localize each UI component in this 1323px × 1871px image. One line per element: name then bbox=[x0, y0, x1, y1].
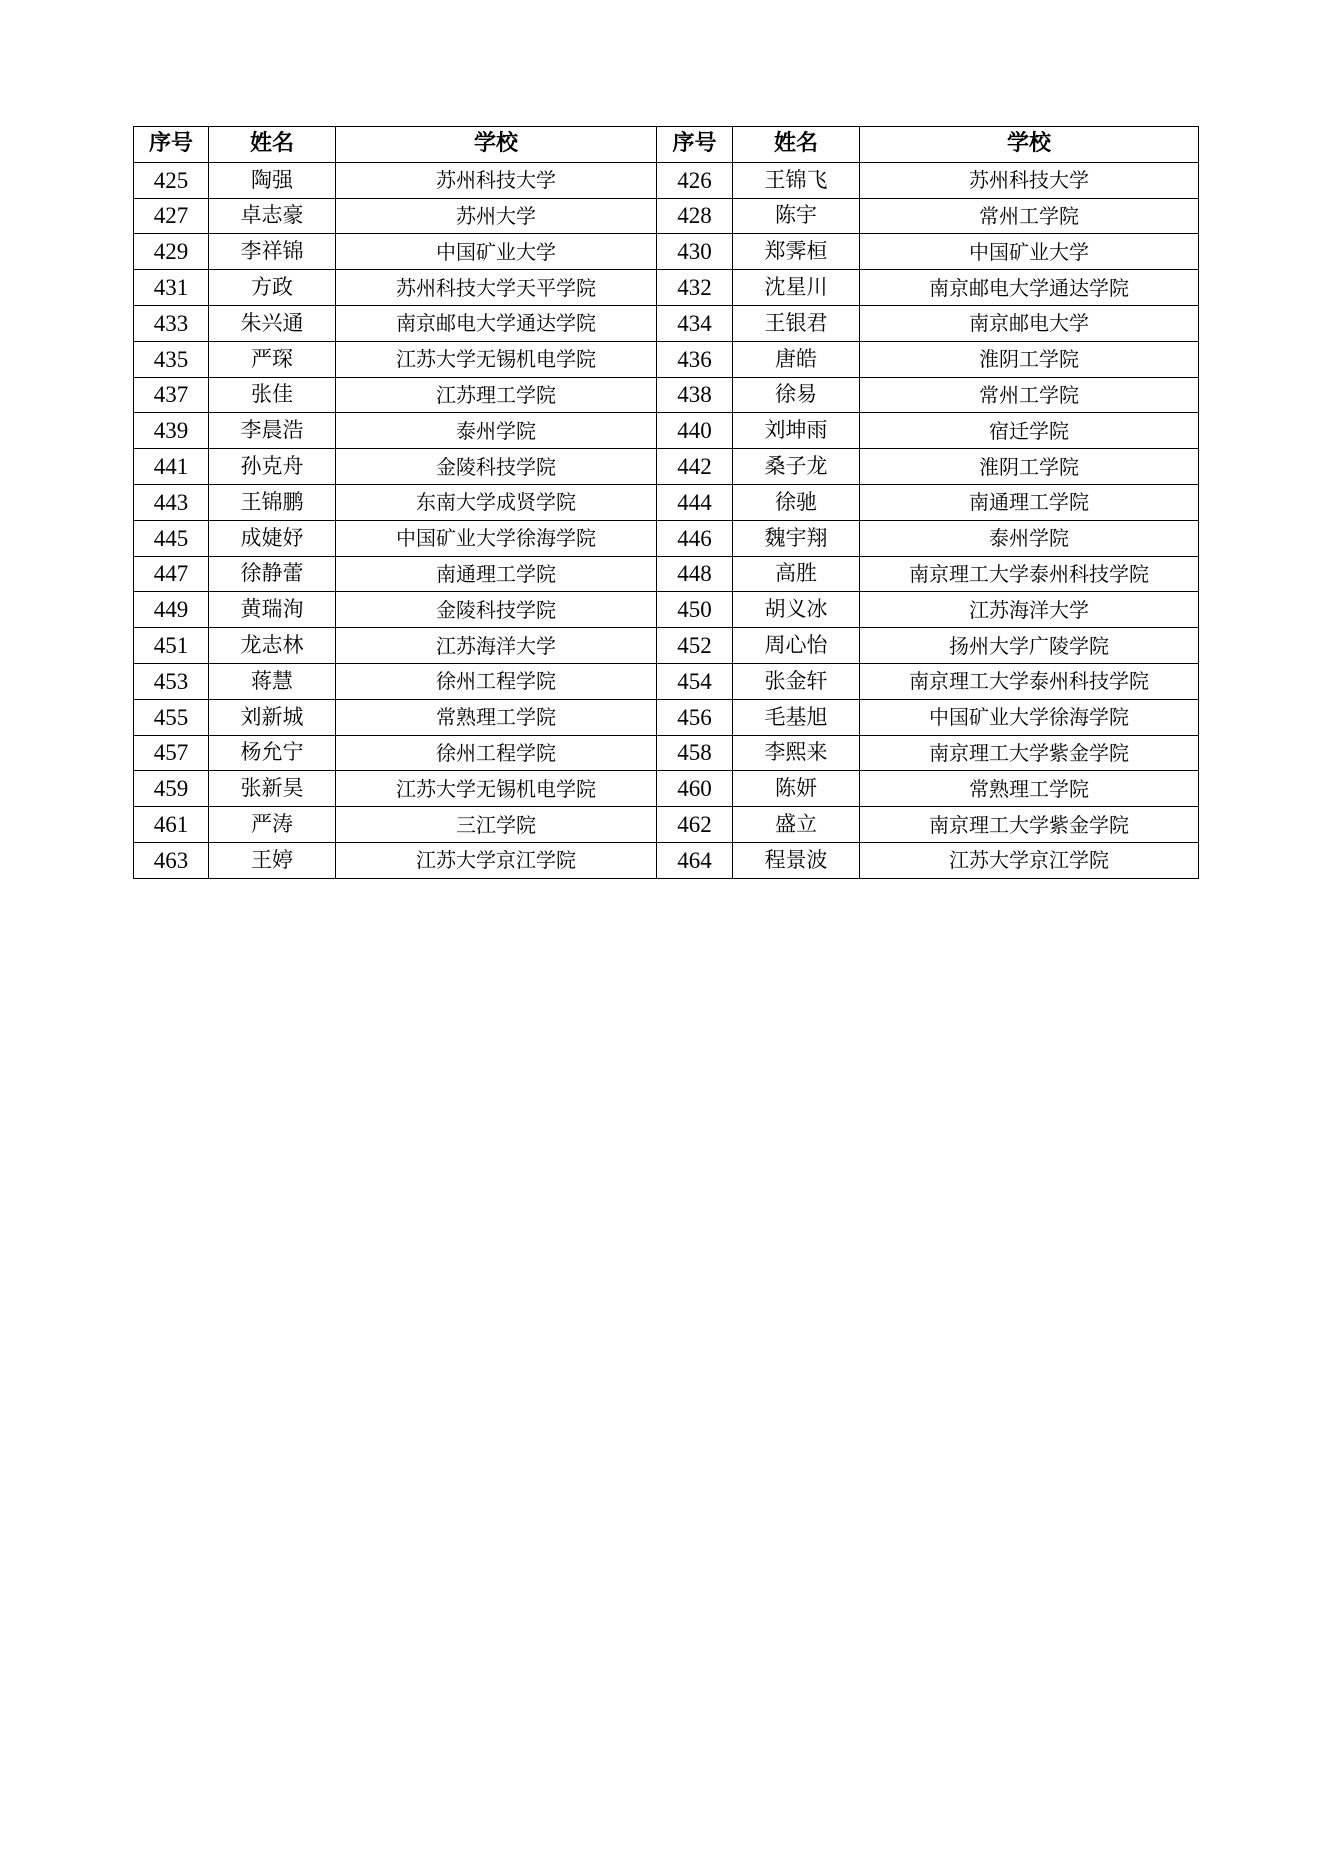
seq-cell-left: 437 bbox=[134, 377, 209, 413]
seq-cell-right: 430 bbox=[657, 234, 733, 270]
seq-cell-right: 462 bbox=[657, 807, 733, 843]
seq-cell-right: 432 bbox=[657, 270, 733, 306]
table-row bbox=[134, 484, 1199, 520]
school-cell-left: 中国矿业大学 bbox=[336, 234, 657, 270]
name-cell-left: 张新昊 bbox=[209, 771, 336, 807]
school-cell-right: 南京理工大学紫金学院 bbox=[860, 735, 1199, 771]
school-cell-left: 金陵科技学院 bbox=[336, 592, 657, 628]
name-cell-right: 陈妍 bbox=[733, 771, 860, 807]
school-cell-right: 扬州大学广陵学院 bbox=[860, 628, 1199, 664]
name-cell-left: 陶强 bbox=[209, 162, 336, 198]
name-cell-left: 李祥锦 bbox=[209, 234, 336, 270]
name-cell-right: 盛立 bbox=[733, 807, 860, 843]
table-row bbox=[134, 341, 1199, 377]
seq-cell-right: 436 bbox=[657, 341, 733, 377]
seq-cell-left: 443 bbox=[134, 484, 209, 520]
seq-cell-right: 452 bbox=[657, 628, 733, 664]
name-cell-right: 毛基旭 bbox=[733, 699, 860, 735]
name-cell-right: 桑子龙 bbox=[733, 449, 860, 485]
school-cell-right: 常熟理工学院 bbox=[860, 771, 1199, 807]
school-cell-left: 南京邮电大学通达学院 bbox=[336, 305, 657, 341]
seq-cell-left: 425 bbox=[134, 162, 209, 198]
name-cell-left: 严涛 bbox=[209, 807, 336, 843]
name-cell-right: 王锦飞 bbox=[733, 162, 860, 198]
name-cell-left: 蒋慧 bbox=[209, 663, 336, 699]
school-cell-right: 南京理工大学泰州科技学院 bbox=[860, 556, 1199, 592]
school-cell-left: 苏州科技大学 bbox=[336, 162, 657, 198]
school-cell-right: 南京邮电大学通达学院 bbox=[860, 270, 1199, 306]
table-row bbox=[134, 771, 1199, 807]
name-cell-left: 卓志豪 bbox=[209, 198, 336, 234]
school-cell-right: 常州工学院 bbox=[860, 377, 1199, 413]
seq-cell-left: 463 bbox=[134, 842, 209, 878]
school-cell-right: 江苏大学京江学院 bbox=[860, 842, 1199, 878]
seq-cell-right: 446 bbox=[657, 520, 733, 556]
school-cell-right: 常州工学院 bbox=[860, 198, 1199, 234]
name-cell-left: 王婷 bbox=[209, 842, 336, 878]
school-cell-left: 南通理工学院 bbox=[336, 556, 657, 592]
seq-cell-right: 460 bbox=[657, 771, 733, 807]
name-cell-left: 龙志林 bbox=[209, 628, 336, 664]
seq-cell-left: 453 bbox=[134, 663, 209, 699]
seq-cell-right: 440 bbox=[657, 413, 733, 449]
school-cell-left: 东南大学成贤学院 bbox=[336, 484, 657, 520]
school-cell-right: 中国矿业大学徐海学院 bbox=[860, 699, 1199, 735]
name-cell-left: 李晨浩 bbox=[209, 413, 336, 449]
school-cell-left: 泰州学院 bbox=[336, 413, 657, 449]
school-cell-right: 南京理工大学泰州科技学院 bbox=[860, 663, 1199, 699]
school-cell-right: 淮阴工学院 bbox=[860, 341, 1199, 377]
name-cell-right: 胡义冰 bbox=[733, 592, 860, 628]
table-row bbox=[134, 556, 1199, 592]
name-cell-left: 孙克舟 bbox=[209, 449, 336, 485]
school-cell-right: 宿迁学院 bbox=[860, 413, 1199, 449]
school-cell-right: 南京邮电大学 bbox=[860, 305, 1199, 341]
table-row bbox=[134, 628, 1199, 664]
table-row bbox=[134, 592, 1199, 628]
seq-cell-left: 439 bbox=[134, 413, 209, 449]
table-row bbox=[134, 162, 1199, 198]
seq-cell-right: 456 bbox=[657, 699, 733, 735]
name-cell-left: 刘新城 bbox=[209, 699, 336, 735]
school-cell-right: 中国矿业大学 bbox=[860, 234, 1199, 270]
seq-cell-left: 433 bbox=[134, 305, 209, 341]
seq-cell-left: 427 bbox=[134, 198, 209, 234]
school-cell-right: 江苏海洋大学 bbox=[860, 592, 1199, 628]
seq-cell-right: 438 bbox=[657, 377, 733, 413]
name-cell-right: 周心怡 bbox=[733, 628, 860, 664]
roster-body bbox=[134, 162, 1199, 878]
header-row bbox=[134, 127, 1199, 163]
name-cell-right: 魏宇翔 bbox=[733, 520, 860, 556]
name-cell-right: 张金轩 bbox=[733, 663, 860, 699]
name-cell-right: 刘坤雨 bbox=[733, 413, 860, 449]
seq-cell-right: 464 bbox=[657, 842, 733, 878]
name-cell-left: 张佳 bbox=[209, 377, 336, 413]
school-cell-left: 江苏理工学院 bbox=[336, 377, 657, 413]
school-cell-left: 江苏大学无锡机电学院 bbox=[336, 341, 657, 377]
school-cell-left: 江苏海洋大学 bbox=[336, 628, 657, 664]
seq-cell-left: 457 bbox=[134, 735, 209, 771]
table-row bbox=[134, 413, 1199, 449]
table-row bbox=[134, 449, 1199, 485]
seq-cell-right: 428 bbox=[657, 198, 733, 234]
school-cell-right: 苏州科技大学 bbox=[860, 162, 1199, 198]
table-row bbox=[134, 699, 1199, 735]
seq-cell-right: 450 bbox=[657, 592, 733, 628]
school-cell-left: 苏州科技大学天平学院 bbox=[336, 270, 657, 306]
name-cell-right: 程景波 bbox=[733, 842, 860, 878]
school-cell-left: 江苏大学无锡机电学院 bbox=[336, 771, 657, 807]
seq-cell-right: 426 bbox=[657, 162, 733, 198]
name-cell-left: 朱兴通 bbox=[209, 305, 336, 341]
name-cell-right: 陈宇 bbox=[733, 198, 860, 234]
name-cell-left: 徐静蕾 bbox=[209, 556, 336, 592]
seq-cell-left: 431 bbox=[134, 270, 209, 306]
school-cell-left: 徐州工程学院 bbox=[336, 663, 657, 699]
name-cell-left: 严琛 bbox=[209, 341, 336, 377]
seq-cell-left: 441 bbox=[134, 449, 209, 485]
table-row bbox=[134, 305, 1199, 341]
seq-cell-left: 435 bbox=[134, 341, 209, 377]
name-cell-right: 李熙来 bbox=[733, 735, 860, 771]
seq-cell-right: 434 bbox=[657, 305, 733, 341]
name-cell-right: 沈星川 bbox=[733, 270, 860, 306]
table-row bbox=[134, 234, 1199, 270]
school-cell-left: 江苏大学京江学院 bbox=[336, 842, 657, 878]
table-row bbox=[134, 198, 1199, 234]
seq-cell-left: 461 bbox=[134, 807, 209, 843]
table-row bbox=[134, 377, 1199, 413]
name-cell-left: 方政 bbox=[209, 270, 336, 306]
seq-cell-right: 444 bbox=[657, 484, 733, 520]
name-cell-left: 王锦鹏 bbox=[209, 484, 336, 520]
school-cell-left: 中国矿业大学徐海学院 bbox=[336, 520, 657, 556]
name-cell-right: 王银君 bbox=[733, 305, 860, 341]
table-row bbox=[134, 807, 1199, 843]
school-cell-right: 泰州学院 bbox=[860, 520, 1199, 556]
seq-cell-left: 447 bbox=[134, 556, 209, 592]
seq-cell-left: 455 bbox=[134, 699, 209, 735]
name-cell-right: 徐驰 bbox=[733, 484, 860, 520]
table-row bbox=[134, 842, 1199, 878]
table-row bbox=[134, 735, 1199, 771]
name-cell-right: 郑霁桓 bbox=[733, 234, 860, 270]
name-cell-left: 黄瑞洵 bbox=[209, 592, 336, 628]
seq-cell-left: 449 bbox=[134, 592, 209, 628]
school-cell-left: 常熟理工学院 bbox=[336, 699, 657, 735]
name-cell-right: 徐易 bbox=[733, 377, 860, 413]
school-cell-left: 金陵科技学院 bbox=[336, 449, 657, 485]
header-school-right: 学校 bbox=[860, 127, 1199, 163]
table-row bbox=[134, 663, 1199, 699]
header-seq-left: 序号 bbox=[134, 127, 209, 163]
table-row bbox=[134, 520, 1199, 556]
table-row bbox=[134, 270, 1199, 306]
name-cell-left: 杨允宁 bbox=[209, 735, 336, 771]
seq-cell-right: 448 bbox=[657, 556, 733, 592]
seq-cell-right: 442 bbox=[657, 449, 733, 485]
name-cell-right: 高胜 bbox=[733, 556, 860, 592]
header-seq-right: 序号 bbox=[657, 127, 733, 163]
header-name-right: 姓名 bbox=[733, 127, 860, 163]
name-cell-right: 唐皓 bbox=[733, 341, 860, 377]
seq-cell-left: 429 bbox=[134, 234, 209, 270]
header-school-left: 学校 bbox=[336, 127, 657, 163]
school-cell-left: 三江学院 bbox=[336, 807, 657, 843]
school-cell-right: 南京理工大学紫金学院 bbox=[860, 807, 1199, 843]
roster-table bbox=[133, 126, 1199, 879]
school-cell-left: 徐州工程学院 bbox=[336, 735, 657, 771]
school-cell-right: 淮阴工学院 bbox=[860, 449, 1199, 485]
seq-cell-left: 451 bbox=[134, 628, 209, 664]
header-name-left: 姓名 bbox=[209, 127, 336, 163]
seq-cell-right: 454 bbox=[657, 663, 733, 699]
seq-cell-left: 445 bbox=[134, 520, 209, 556]
school-cell-right: 南通理工学院 bbox=[860, 484, 1199, 520]
school-cell-left: 苏州大学 bbox=[336, 198, 657, 234]
seq-cell-left: 459 bbox=[134, 771, 209, 807]
seq-cell-right: 458 bbox=[657, 735, 733, 771]
name-cell-left: 成婕妤 bbox=[209, 520, 336, 556]
